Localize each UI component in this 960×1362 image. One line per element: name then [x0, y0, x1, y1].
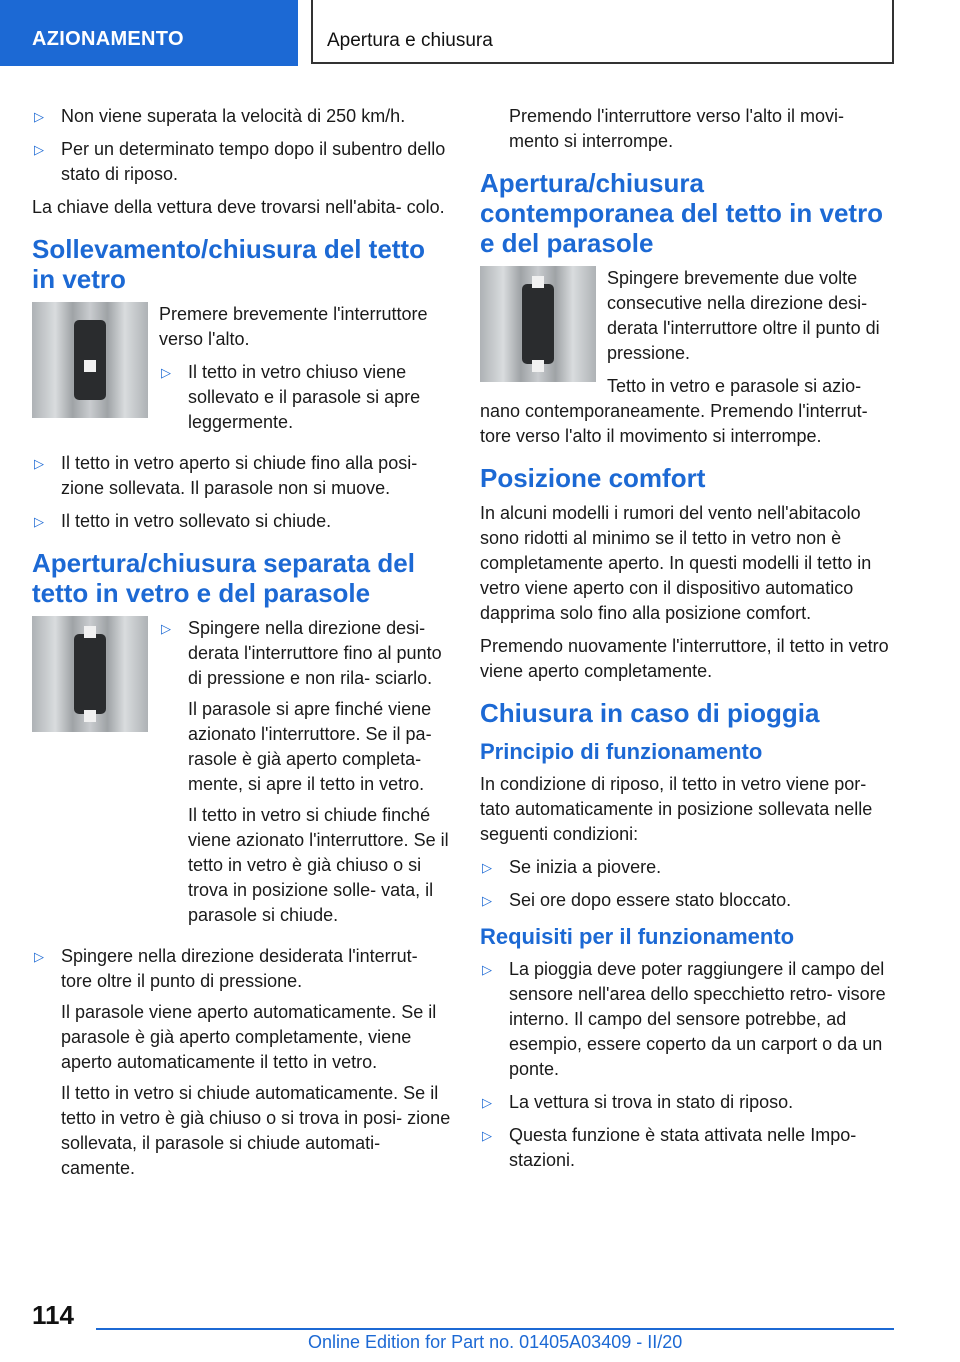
bullet-icon: ▷ — [161, 365, 171, 380]
list-item — [480, 957, 898, 1082]
bullet-text: Il tetto in vetro si chiude finché viene azionato l'interruttore. Se il tetto in vetro è già chiuso o si trova in posizione solle- vata, il parasole si chiude. — [188, 805, 449, 925]
switch-both-image — [480, 266, 596, 382]
paragraph: In alcuni modelli i rumori del vento nell'abitacolo sono ridotti al minimo se il tetto in vetro non è completamente aperto. In questi modelli il tetto in vetro viene aperto con il dispositivo automatico dapprima solo fino alla posizione comfort. — [480, 503, 872, 623]
paragraph: La chiave della vettura deve trovarsi nell'abita- colo. — [32, 197, 445, 217]
figure-row — [32, 302, 452, 443]
bullet-text: Sei ore dopo essere stato bloccato. — [509, 890, 792, 910]
section-label: AZIONAMENTO — [32, 28, 184, 50]
bullet-text: Spingere nella direzione desiderata l'interrut- tore oltre il punto di pressione. — [61, 946, 418, 991]
bullet-icon: ▷ — [482, 962, 492, 977]
list-item — [480, 888, 898, 913]
section-tab — [0, 0, 298, 66]
bullet-text: Il tetto in vetro si chiude automaticamente. Se il tetto in vetro è già chiuso o si trova in posi- zione sollevata, il parasole si chiude automati- camente. — [61, 1083, 451, 1178]
bullet-text: Il parasole si apre finché viene azionato l'interruttore. Se il pa- rasole è già aperto completa- mente, si apre il tetto in vetro. — [188, 699, 432, 794]
bullet-text: Per un determinato tempo dopo il subentro dello stato di riposo. — [61, 139, 446, 184]
bullet-text: Questa funzione è stata attivata nelle Impo- stazioni. — [509, 1125, 857, 1170]
bullet-icon: ▷ — [482, 1128, 492, 1143]
figure-row — [32, 616, 452, 936]
list-item — [32, 944, 452, 1181]
paragraph: Premendo l'interruttore verso l'alto il movi- mento si interrompe. — [509, 106, 844, 151]
paragraph: Premere brevemente l'interruttore verso l'alto. — [159, 304, 428, 349]
bullet-text: Se inizia a piovere. — [509, 857, 662, 877]
bullet-icon: ▷ — [482, 1095, 492, 1110]
subheading-principle: Principio di funzionamento — [480, 739, 763, 764]
bullet-icon: ▷ — [34, 142, 44, 157]
list-item — [159, 616, 452, 928]
left-column — [32, 104, 452, 1189]
paragraph: In condizione di riposo, il tetto in vetro viene por- tato automaticamente in posizione sollevata nelle seguenti condizioni: — [480, 774, 873, 844]
paragraph: Spingere brevemente due volte consecutive nella direzione desi- derata l'interruttore oltre il punto di pressione. — [607, 268, 880, 363]
bullet-icon: ▷ — [482, 893, 492, 908]
heading-lift: Sollevamento/chiusura del tetto in vetro — [32, 234, 425, 294]
footer-divider — [96, 1328, 894, 1330]
bullet-icon: ▷ — [161, 621, 171, 636]
heading-simultaneous: Apertura/chiusura contemporanea del tetto in vetro e del parasole — [480, 168, 884, 258]
bullet-icon: ▷ — [34, 949, 44, 964]
paragraph: nano contemporaneamente. Premendo l'interrut- tore verso l'alto il movimento si interrompe. — [480, 401, 868, 446]
figure-row — [480, 266, 898, 399]
bullet-text: Il tetto in vetro sollevato si chiude. — [61, 511, 332, 531]
heading-comfort: Posizione comfort — [480, 463, 706, 493]
page-number: 114 — [32, 1300, 74, 1330]
heading-rain: Chiusura in caso di pioggia — [480, 698, 820, 728]
paragraph: Tetto in vetro e parasole si azio- — [607, 376, 862, 396]
list-item — [480, 1123, 898, 1173]
list-item — [32, 509, 452, 534]
bullet-icon: ▷ — [34, 514, 44, 529]
right-column — [480, 104, 898, 1181]
bullet-text: Non viene superata la velocità di 250 km/h. — [61, 106, 406, 126]
chapter-header — [311, 0, 894, 64]
bullet-icon: ▷ — [482, 860, 492, 875]
bullet-icon: ▷ — [34, 456, 44, 471]
list-item — [32, 104, 452, 129]
heading-separate: Apertura/chiusura separata del tetto in vetro e del parasole — [32, 548, 415, 608]
list-item — [159, 360, 452, 435]
edition-link[interactable]: Online Edition for Part no. 01405A03409 - II/20 — [308, 1332, 683, 1352]
switch-up-image — [32, 302, 148, 418]
list-item — [32, 451, 452, 501]
bullet-text: Il parasole viene aperto automaticamente. Se il parasole è già aperto completamente, viene aperto automaticamente il tetto in vetro. — [61, 1002, 437, 1072]
list-item — [32, 137, 452, 187]
bullet-icon: ▷ — [34, 109, 44, 124]
switch-both-image — [32, 616, 148, 732]
bullet-text: Il tetto in vetro chiuso viene sollevato e il parasole si apre leggermente. — [188, 362, 421, 432]
chapter-title: Apertura e chiusura — [327, 30, 493, 51]
list-item — [480, 855, 898, 880]
bullet-text: Spingere nella direzione desi- derata l'interruttore fino al punto di pressione e non rila- sciarlo. — [188, 618, 442, 688]
subheading-requirements: Requisiti per il funzionamento — [480, 924, 795, 949]
bullet-text: Il tetto in vetro aperto si chiude fino alla posi- zione sollevata. Il parasole non si muove. — [61, 453, 418, 498]
paragraph: Premendo nuovamente l'interruttore, il tetto in vetro viene aperto completamente. — [480, 636, 889, 681]
bullet-text: La pioggia deve poter raggiungere il campo del sensore nell'area dello specchietto retro- visore interno. Il campo del sensore potrebbe, ad esempio, essere coperto da un carport o da un ponte. — [509, 959, 886, 1079]
list-item — [480, 1090, 898, 1115]
bullet-text: La vettura si trova in stato di riposo. — [509, 1092, 794, 1112]
